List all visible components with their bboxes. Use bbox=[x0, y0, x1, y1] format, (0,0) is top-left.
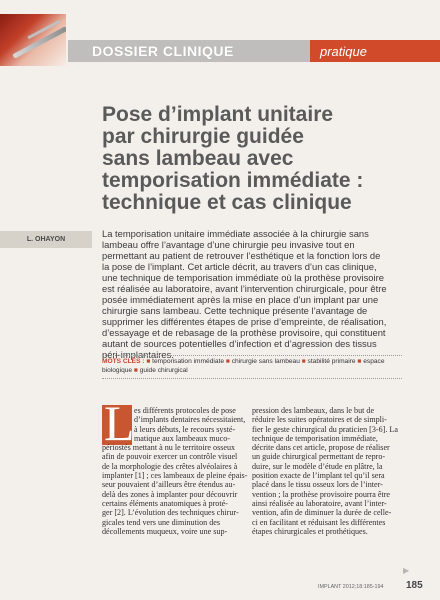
body-line: à leurs débuts, le recours systé- bbox=[134, 424, 236, 434]
section-label: DOSSIER CLINIQUE bbox=[68, 40, 310, 62]
body-line: gicales tend vers une diminution des bbox=[102, 517, 221, 527]
keywords-label: MOTS CLÉS : bbox=[102, 358, 145, 365]
keywords-line bbox=[102, 367, 402, 376]
abstract-line: autant de sources potentielles d’infection et d’agression des tissus bbox=[102, 338, 377, 349]
keyword: chirurgie sans lambeau bbox=[231, 358, 300, 365]
body-line: position exacte de l’implant tel qu’il sera bbox=[252, 471, 385, 481]
abstract-line: d’essayage et de rebasage de la prothèse provisoire, qui constituent bbox=[102, 327, 386, 338]
body-line: périostés mettant à nu le territoire osseux bbox=[102, 443, 236, 453]
body-line: duire, sur le modèle d’étude en plâtre, la bbox=[252, 461, 383, 471]
keywords-block bbox=[102, 358, 402, 375]
abstract-line: La temporisation unitaire immédiate associée à la chirurgie sans bbox=[102, 228, 369, 239]
body-line: fier le geste chirurgical du praticien [3-6]. La bbox=[252, 424, 398, 434]
article-abstract bbox=[102, 228, 420, 360]
body-line: étapes chirurgicales et prothétiques. bbox=[252, 526, 368, 536]
page-number: 185 bbox=[406, 580, 423, 591]
body-line: d’implants dentaires nécessitaient, bbox=[134, 415, 246, 425]
body-line: ger [2]. L’évolution des techniques chirur- bbox=[102, 508, 239, 518]
keyword-bullet: ■ bbox=[357, 358, 364, 365]
body-line: implanter [1] ; ces lambeaux de pleine épais- bbox=[102, 471, 248, 481]
body-line: placé dans le tissu osseux lors de l’inter- bbox=[252, 480, 383, 490]
body-line: pression des lambeaux, dans le but de bbox=[252, 406, 375, 415]
continue-arrow-icon: ▶ bbox=[403, 566, 410, 575]
keywords-bottom-rule bbox=[102, 378, 402, 379]
abstract-line: lambeau offre l’avantage d’une chirurgie peu invasive tout en bbox=[102, 239, 355, 250]
body-line: seur pouvaient d’ailleurs être étendus au- bbox=[102, 480, 236, 490]
keyword: stabilité primaire bbox=[307, 358, 356, 365]
abstract-line: supprimer les différentes étapes de prise d’empreinte, de réalisation, bbox=[102, 316, 387, 327]
keyword-bullet: ■ bbox=[133, 366, 140, 374]
body-line: es différents protocoles de pose bbox=[134, 406, 236, 415]
body-line: réduire les suites opératoires et de simpli- bbox=[252, 415, 387, 425]
body-line: certains éléments anatomiques à proté- bbox=[102, 498, 228, 508]
abstract-line: la pose de l’implant. Cet article décrit, au travers d’un cas clinique, bbox=[102, 261, 377, 272]
title-line: Pose d’implant unitaire bbox=[102, 103, 334, 126]
body-line: un guide chirurgical permettant de repro- bbox=[252, 452, 386, 462]
body-line: afin de pouvoir exercer un contrôle visuel bbox=[102, 452, 238, 462]
header-photo-thumbnail bbox=[0, 14, 66, 66]
keyword-bullet: ■ bbox=[225, 358, 232, 365]
body-line: ainsi réalisée au laboratoire, avant l’inter- bbox=[252, 498, 387, 508]
body-column-right bbox=[252, 406, 402, 536]
body-line: de la morphologie des crêtes alvéolaires à bbox=[102, 461, 238, 471]
category-label: pratique bbox=[310, 40, 440, 62]
title-line: technique et cas clinique bbox=[102, 191, 352, 214]
section-header-band bbox=[68, 40, 440, 62]
keyword: biologique bbox=[102, 366, 133, 374]
journal-citation: IMPLANT 2012;18:185-194 bbox=[318, 584, 384, 590]
keywords-top-rule bbox=[102, 355, 402, 356]
body-line: vention, afin de diminuer la durée de celle- bbox=[252, 508, 392, 518]
title-line: par chirurgie guidée bbox=[102, 125, 304, 148]
keyword-bullet: ■ bbox=[301, 358, 308, 365]
body-line: décrite dans cet article, propose de réaliser bbox=[252, 443, 390, 453]
keywords-line bbox=[102, 358, 402, 367]
body-line: technique de temporisation immédiate, bbox=[252, 433, 378, 443]
author-tag: L. OHAYON bbox=[0, 231, 92, 248]
body-line: décollements muqueux, voire une sup- bbox=[102, 526, 228, 536]
abstract-line: est réalisée au laboratoire, avant l’intervention chirurgicale, pour être bbox=[102, 283, 387, 294]
body-line: vention ; la prothèse provisoire pourra être bbox=[252, 489, 390, 499]
keyword: temporisation immédiate bbox=[152, 358, 225, 365]
body-line: ci en facilitant et réduisant les différentes bbox=[252, 517, 386, 527]
keyword: guide chirurgical bbox=[139, 366, 188, 374]
abstract-line: péri-implantaires. bbox=[102, 349, 174, 360]
abstract-line: chirurgie sans lambeau. Cette technique présente l’avantage de bbox=[102, 305, 368, 316]
body-column-left bbox=[102, 406, 248, 536]
keyword-bullet: ■ bbox=[146, 358, 153, 365]
abstract-line: une technique de temporisation immédiate où la prothèse provisoire bbox=[102, 272, 384, 283]
dropcap-letter: L bbox=[104, 395, 135, 451]
body-line: matique aux lambeaux muco- bbox=[134, 433, 230, 443]
title-line: temporisation immédiate : bbox=[102, 169, 364, 192]
article-title bbox=[102, 104, 412, 214]
title-line: sans lambeau avec bbox=[102, 147, 294, 170]
keyword: espace bbox=[363, 358, 385, 365]
abstract-line: permettant au patient de retrouver l’esthétique et la fonction lors de bbox=[102, 250, 381, 261]
body-line: delà des zones à implanter pour découvrir bbox=[102, 489, 238, 499]
abstract-line: posée immédiatement après la mise en place d’un implant par une bbox=[102, 294, 379, 305]
